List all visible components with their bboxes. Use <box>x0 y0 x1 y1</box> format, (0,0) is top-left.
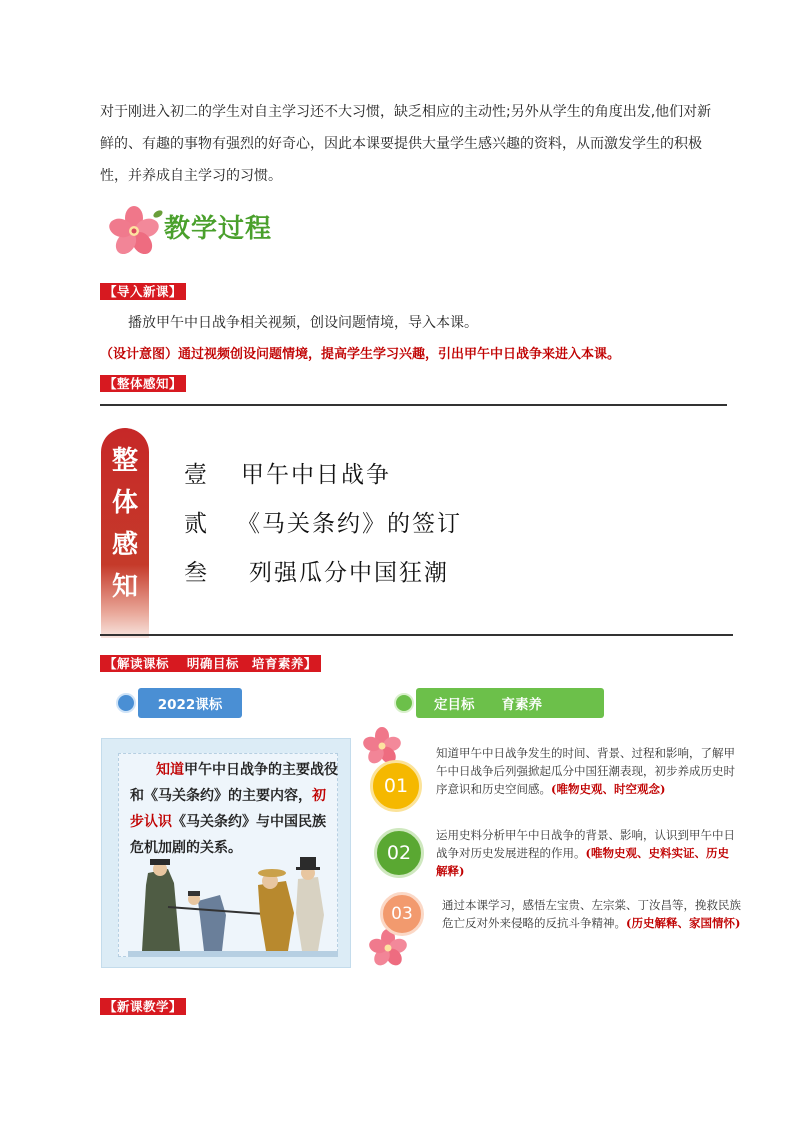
overview-side-label <box>101 428 149 638</box>
goal-text-01: 知道甲午中日战争发生的时间、背景、过程和影响，了解甲午中日战争后列强掀起瓜分中国狂潮表现，初步养成历史时序意识和历史空间感。(唯物史观、时空观念) <box>436 746 735 796</box>
goal-number-01: 01 <box>370 760 422 812</box>
design-note: （设计意图）通过视频创设问题情境，提高学生学习兴趣，引出甲午中日战争来进入本课。 <box>100 347 621 362</box>
divider-bottom <box>100 634 733 636</box>
goal-number-03: 03 <box>380 892 424 936</box>
side-char: 整 <box>111 446 138 476</box>
bullet-dot-blue <box>116 693 136 713</box>
overview-tag: 【整体感知】 <box>100 373 186 392</box>
flower-icon <box>106 204 166 256</box>
goals-pill: 定目标 育素养 <box>416 688 604 718</box>
standards-card <box>101 738 351 968</box>
goal-text-03: 通过本课学习，感悟左宝贵、左宗棠、丁汝昌等，挽救民族危亡反对外来侵略的反抗斗争精神。(历史解释、家国情怀) <box>442 898 741 930</box>
goal-number-02: 02 <box>374 828 424 878</box>
standards-tag: 【解读课标 明确目标 培育素养】 <box>100 653 321 672</box>
side-char: 感 <box>111 530 138 560</box>
goal-text-02: 运用史料分析甲午中日战争的背景、影响，认识到甲午中日战争对历史发展进程的作用。(唯物史观、史料实证、历史解释) <box>436 828 735 878</box>
bullet-dot-green <box>394 693 414 713</box>
overview-item-1: 壹 甲午中日战争 <box>184 462 391 488</box>
side-char: 体 <box>111 488 138 518</box>
historical-cartoon-image <box>128 855 338 959</box>
side-char: 知 <box>111 572 138 602</box>
standards-pill: 2022课标 <box>138 688 242 718</box>
intro-paragraph: 对于刚进入初二的学生对自主学习还不大习惯，缺乏相应的主动性;另外从学生的角度出发,他们对新鲜的、有趣的事物有强烈的好奇心，因此本课要提供大量学生感兴趣的资料，从而激发学生的积极性，并养成自主学习的习惯。 <box>100 104 712 184</box>
overview-item-2: 贰 《马关条约》的签订 <box>184 511 462 537</box>
section-title: 教学过程 <box>164 214 273 244</box>
standards-card-text: 知道甲午中日战争的主要战役和《马关条约》的主要内容，初步认识《马关条约》与中国民族危机加剧的关系。 <box>130 762 338 856</box>
divider-top <box>100 404 727 406</box>
overview-item-3: 叁 列强瓜分中国狂潮 <box>184 560 449 586</box>
lead-in-tag: 【导入新课】 <box>100 281 186 300</box>
lead-in-body: 播放甲午中日战争相关视频，创设问题情境，导入本课。 <box>128 315 478 331</box>
new-lesson-tag: 【新课教学】 <box>100 996 186 1015</box>
